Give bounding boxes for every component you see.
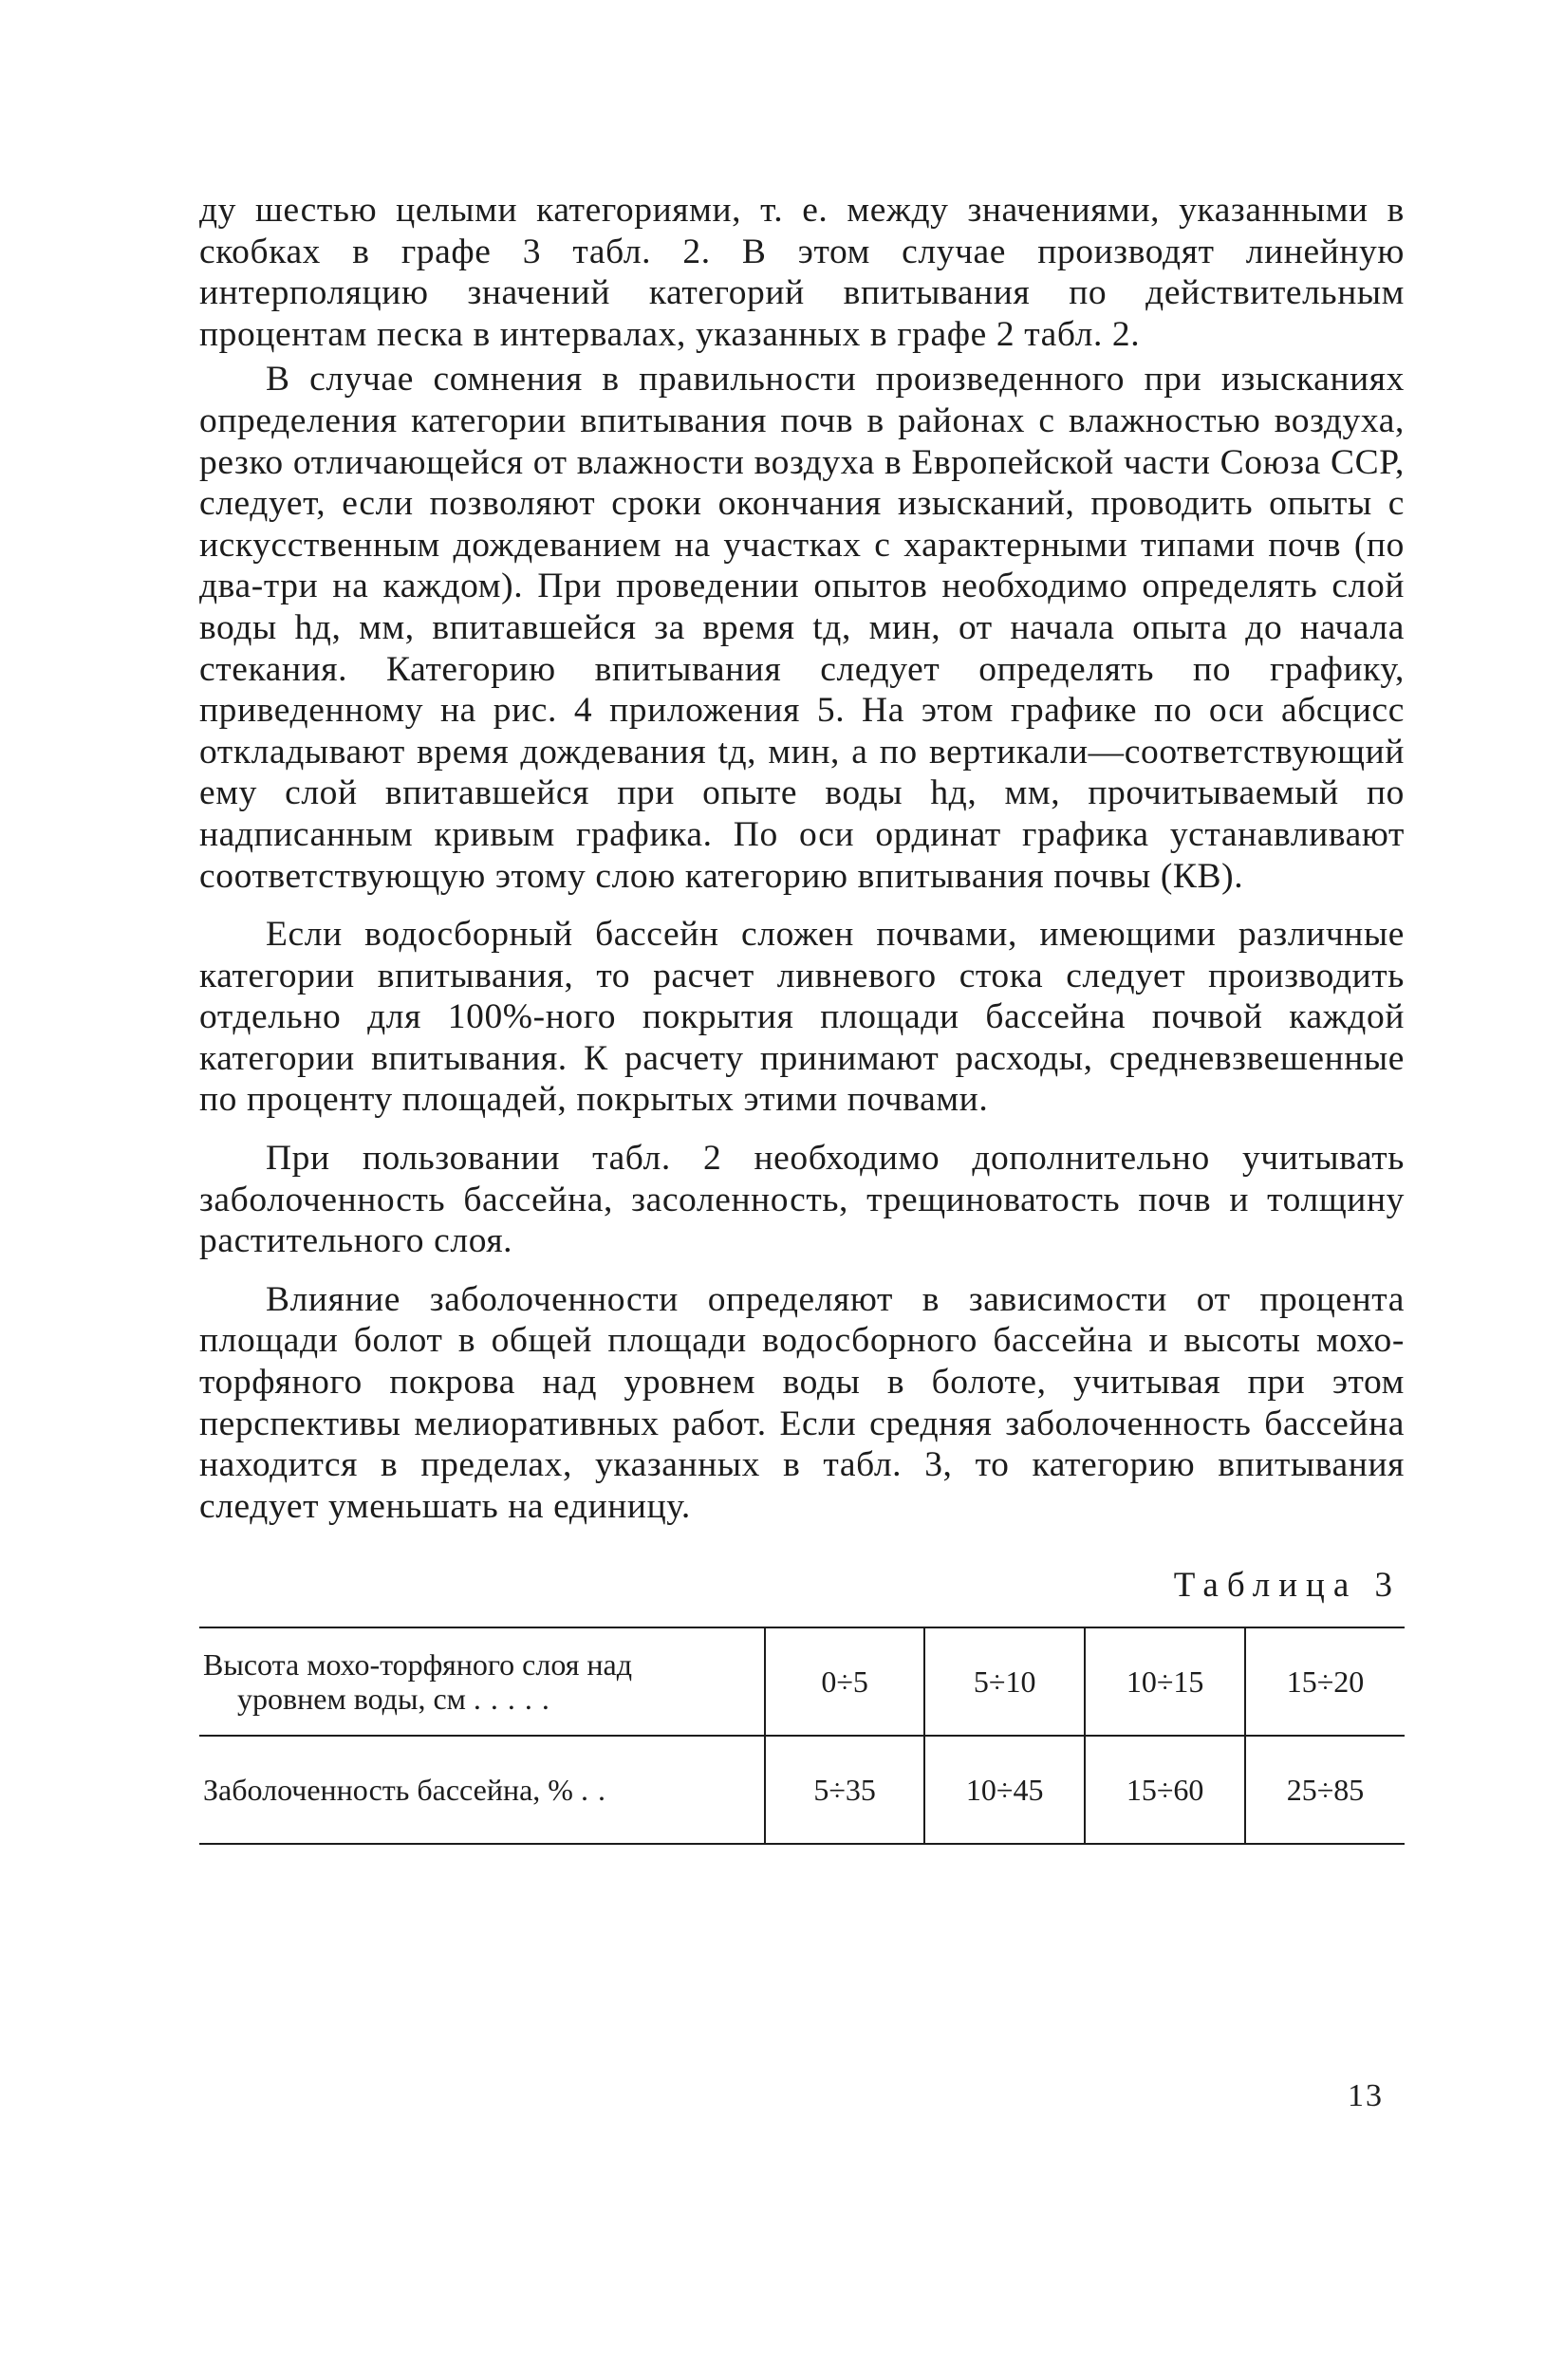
row-header-swampiness	[199, 1736, 765, 1843]
row-header-text: уровнем воды, см	[237, 1682, 466, 1717]
table-row	[199, 1736, 1405, 1843]
table-cell: 10÷45	[924, 1736, 1085, 1843]
paragraph-2: В случае сомнения в правильности произведенного при изысканиях определения категории впитывания почв в районах с влажностью воздуха, резко отличающейся от влажности воздуха в Европейской части Союза ССР, следует, если позволяют сроки окончания изысканий, проводить опыты с искусственным дождеванием на участках с характерными типами почв (по два-три на каждом). При проведении опытов необходимо определять слой воды hд, мм, впитавшейся за время tд, мин, от начала опыта до начала стекания. Категорию впитывания следует определять по графику, приведенному на рис. 4 приложения 5. На этом графике по оси абсцисс откладывают время дождевания tд, мин, а по вертикали—соответствующий ему слой впитавшейся при опыте воды hд, мм, прочитываемый по надписанным кривым графика. По оси ординат графика устанавливают соответствующую этому слою категорию впитывания почвы (КВ).	[199, 360, 1405, 896]
paragraph-1: ду шестью целыми категориями, т. е. между значениями, указанными в скобках в графе 3 табл. 2. В этом случае производят линейную интерполяцию значений категорий впитывания по действительным процентам песка в интервалах, указанных в графе 2 табл. 2.	[199, 191, 1405, 354]
table-cell: 15÷20	[1245, 1628, 1405, 1736]
paragraph-4: При пользовании табл. 2 необходимо дополнительно учитывать заболоченность бассейна, засоленность, трещиноватость почв и толщину растительного слоя.	[199, 1139, 1405, 1261]
document-page	[199, 190, 1405, 1845]
row-header-line	[203, 1682, 751, 1716]
table-row	[199, 1628, 1405, 1736]
table-caption: Таблица 3	[1173, 1566, 1401, 1606]
table-cell: 0÷5	[765, 1628, 924, 1736]
paragraph-3: Если водосборный бассейн сложен почвами, имеющими различные категории впитывания, то расчет ливневого стока следует производить отдельно для 100%-ного покрытия площади бассейна почвой каждой категории впитывания. К расчету принимают расходы, средневзвешенные по проценту площадей, покрытых этими почвами.	[199, 915, 1405, 1120]
leader-dots: .....	[473, 1682, 559, 1717]
table-3	[199, 1627, 1405, 1845]
table-cell: 15÷60	[1085, 1736, 1245, 1843]
table-cell: 25÷85	[1286, 1772, 1365, 1807]
row-header-peat-height	[199, 1628, 765, 1736]
leader-dots: ..	[580, 1773, 615, 1808]
table-cell: 5÷35	[765, 1736, 924, 1843]
row-header-text: Заболоченность бассейна, %	[203, 1773, 573, 1808]
data-table	[199, 1628, 1405, 1843]
table-cell: 5÷10	[924, 1628, 1085, 1736]
page-number: 13	[1348, 2078, 1384, 2113]
row-header-line: Высота мохо-торфяного слоя над	[203, 1647, 633, 1683]
table-cell: 10÷15	[1085, 1628, 1245, 1736]
paragraph-5: Влияние заболоченности определяют в зависимости от процента площади болот в общей площади водосборного бассейна и высоты мохо-торфяного покрова над уровнем воды в болоте, учитывая при этом перспективы мелиоративных работ. Если средняя заболоченность бассейна находится в пределах, указанных в табл. 3, то категорию впитывания следует уменьшать на единицу.	[199, 1279, 1405, 1526]
